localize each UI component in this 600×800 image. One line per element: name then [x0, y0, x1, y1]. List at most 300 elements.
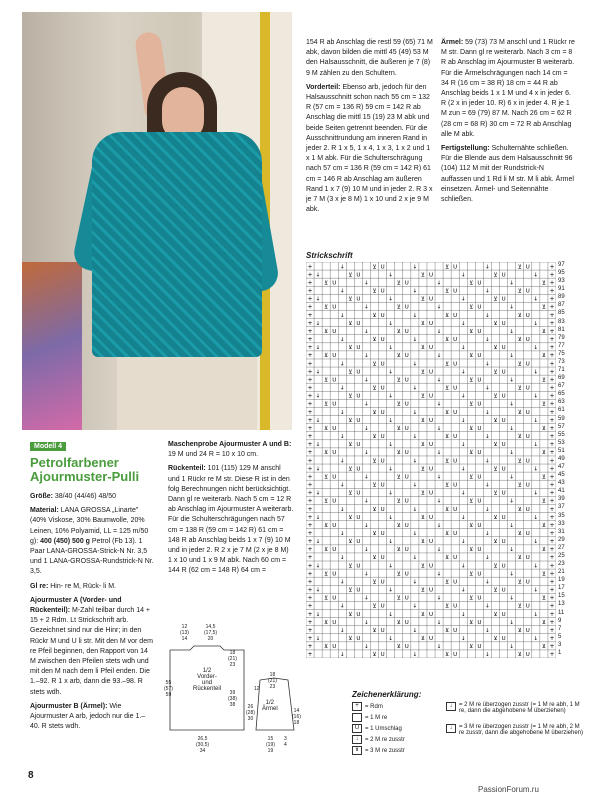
- chart-edge-symbol: +: [549, 505, 555, 513]
- chart-stitch-symbol: ↓: [485, 603, 490, 610]
- chart-stitch-symbol: ⊻: [372, 506, 377, 513]
- chart-stitch-symbol: ↓: [315, 611, 321, 618]
- page-number: 8: [28, 770, 34, 781]
- chart-stitch-symbol: ↓: [485, 652, 490, 658]
- chart-stitch-symbol: ⊻: [324, 522, 329, 529]
- schema-front-label: 1/2 Vorder- und Rückenteil: [192, 668, 221, 692]
- chart-stitch-symbol: ↓: [315, 442, 321, 449]
- chart-stitch-symbol: ⊻: [469, 498, 474, 505]
- material-value: LANA GROSSA „Linarte" (40% Viskose, 30% Baumwolle, 20% Leinen, 10% Polyamid, LL = 125 m/50 g):: [30, 507, 149, 545]
- chart-stitch-symbol: ⊻: [324, 304, 329, 311]
- chart-stitch-symbol: U: [477, 450, 482, 457]
- row-number: 61: [558, 407, 565, 414]
- chart-stitch-symbol: ↓: [412, 434, 418, 441]
- chart-edge-symbol: +: [549, 336, 555, 344]
- chart-stitch-symbol: ↓: [412, 458, 418, 465]
- chart-stitch-symbol: ↓: [412, 627, 418, 634]
- chart-edge-symbol: +: [549, 529, 555, 537]
- chart-stitch-symbol: U: [428, 466, 434, 473]
- chart-stitch-symbol: ⊻: [348, 442, 353, 449]
- chart-edge-symbol: +: [549, 538, 555, 546]
- chart-edge-symbol: +: [307, 521, 313, 529]
- chart-stitch-symbol: ↓: [412, 579, 418, 586]
- chart-edge-symbol: +: [549, 279, 555, 287]
- chart-edge-symbol: +: [307, 546, 313, 554]
- chart-stitch-symbol: U: [453, 409, 458, 416]
- chart-stitch-symbol: ⊻: [493, 514, 498, 521]
- chart-stitch-symbol: ↓: [533, 514, 539, 521]
- chart-stitch-symbol: U: [380, 312, 385, 319]
- chart-stitch-symbol: U: [501, 587, 506, 594]
- legend-text: = 2 M re zusstr: [365, 736, 405, 743]
- chart-stitch-symbol: ⊻: [517, 652, 522, 658]
- chart-stitch-symbol: ↓: [485, 288, 490, 295]
- chart-stitch-symbol: ⊻: [517, 409, 522, 416]
- chart-stitch-symbol: ⊻: [445, 337, 450, 344]
- chart-edge-symbol: +: [549, 360, 555, 368]
- chart-stitch-symbol: ⊻: [348, 296, 353, 303]
- row-number: 33: [558, 520, 565, 527]
- chart-stitch-symbol: U: [356, 587, 361, 594]
- chart-stitch-symbol: ⊻: [493, 466, 498, 473]
- chart-stitch-symbol: U: [525, 603, 530, 610]
- vorderteil-label: Vorderteil:: [306, 83, 341, 91]
- chart-stitch-symbol: ↓: [436, 401, 442, 408]
- chart-stitch-symbol: ↓: [509, 644, 514, 651]
- chart-edge-symbol: +: [307, 424, 313, 432]
- ruecken-value: 101 (115) 129 M anschl und 1 Rückr re M str. Diese R ist in den folg Berechnungen nicht berücksichtigt. Dann gl re weiterarb. Nach 5 cm = 12 R ab Anschlag im Ajourmuster A weiterarb. Für die Schulterschrägungen nach 57 cm = 138 R (59 cm = 142 R) 61 cm = 148 R ab Anschlag beids 1 x 7 (9) 10 M und in jeder 2. R 2 x je 7 M (2 x je 8 M) 1 x 10 und 1 x 9 M abk. Nach 60 cm = 144 R (62 cm = 148 R) 64 cm =: [168, 465, 294, 575]
- chart-edge-symbol: +: [307, 384, 313, 392]
- chart-stitch-symbol: ⊻: [493, 417, 498, 424]
- chart-stitch-symbol: ↓: [388, 417, 393, 424]
- chart-stitch-symbol: ⊻: [324, 328, 329, 335]
- chart-stitch-symbol: U: [356, 466, 361, 473]
- chart-stitch-symbol: ↓: [315, 417, 321, 424]
- chart-stitch-symbol: ⊻: [445, 579, 450, 586]
- legend-text: = 3 M re zusstr: [365, 747, 405, 754]
- chart-stitch-symbol: ↓: [364, 522, 369, 529]
- chart-stitch-symbol: ⊻: [469, 522, 474, 529]
- chart-stitch-symbol: U: [380, 434, 385, 441]
- chart-stitch-symbol: U: [428, 272, 434, 279]
- row-number: 43: [558, 480, 565, 487]
- chart-stitch-symbol: ⊻: [372, 361, 377, 368]
- ajourmuster-b-label: Ajourmuster B (Ärmel):: [30, 702, 108, 710]
- chart-stitch-symbol: ⊻: [541, 377, 546, 384]
- chart-stitch-symbol: ⊻: [348, 345, 353, 352]
- chart-edge-symbol: +: [549, 400, 555, 408]
- chart-stitch-symbol: ↓: [460, 514, 466, 521]
- watermark: PassionForum.ru: [478, 785, 539, 794]
- chart-stitch-symbol: ↓: [412, 337, 418, 344]
- chart-stitch-symbol: ⊻: [469, 450, 474, 457]
- model-title: Petrolfarbener Ajourmuster-Pulli: [30, 455, 140, 484]
- chart-stitch-symbol: ⊻: [541, 304, 546, 311]
- chart-stitch-symbol: ↓: [533, 466, 539, 473]
- chart-stitch-symbol: U: [501, 490, 506, 497]
- chart-stitch-symbol: ↓: [485, 434, 490, 441]
- chart-stitch-symbol: ↓: [509, 498, 514, 505]
- chart-stitch-symbol: ⊻: [493, 393, 498, 400]
- chart-stitch-symbol: ↓: [339, 264, 345, 271]
- chart-stitch-symbol: ⊻: [324, 401, 329, 408]
- chart-stitch-symbol: ↓: [364, 425, 369, 432]
- chart-stitch-symbol: ⊻: [493, 345, 498, 352]
- chart-stitch-symbol: ↓: [460, 417, 466, 424]
- chart-stitch-symbol: U: [380, 579, 385, 586]
- chart-stitch-symbol: ↓: [388, 636, 393, 643]
- chart-stitch-symbol: ⊻: [517, 506, 522, 513]
- chart-stitch-symbol: ↓: [339, 409, 345, 416]
- chart-stitch-symbol: ↓: [436, 547, 442, 554]
- chart-stitch-symbol: U: [404, 328, 409, 335]
- chart-stitch-symbol: U: [525, 579, 530, 586]
- chart-stitch-symbol: ⊻: [372, 409, 377, 416]
- chart-stitch-symbol: ⊻: [372, 434, 377, 441]
- chart-stitch-symbol: ⊻: [324, 425, 329, 432]
- chart-stitch-symbol: U: [477, 474, 482, 481]
- chart-stitch-symbol: U: [525, 409, 530, 416]
- chart-stitch-symbol: U: [380, 458, 385, 465]
- chart-stitch-symbol: ↓: [412, 361, 418, 368]
- chart-stitch-symbol: ⊻: [517, 337, 522, 344]
- chart-stitch-symbol: ↓: [460, 636, 466, 643]
- chart-stitch-symbol: U: [428, 611, 434, 618]
- chart-edge-symbol: +: [307, 287, 313, 295]
- chart-stitch-symbol: ⊻: [493, 320, 498, 327]
- legend-symbol: U: [352, 724, 362, 733]
- chart-edge-symbol: +: [549, 424, 555, 432]
- row-number: 45: [558, 472, 565, 479]
- row-number: 73: [558, 358, 565, 365]
- chart-stitch-symbol: ↓: [364, 450, 369, 457]
- chart-stitch-symbol: ↓: [339, 337, 345, 344]
- chart-stitch-symbol: U: [501, 417, 506, 424]
- chart-stitch-symbol: ↓: [533, 587, 539, 594]
- row-number: 31: [558, 528, 565, 535]
- legend-item: [352, 713, 387, 722]
- chart-stitch-symbol: U: [404, 353, 409, 360]
- chart-stitch-symbol: ↓: [412, 555, 418, 562]
- row-number: 7: [558, 625, 562, 632]
- chart-edge-symbol: +: [549, 311, 555, 319]
- chart-stitch-symbol: ⊻: [396, 401, 401, 408]
- chart-edge-symbol: +: [307, 489, 313, 497]
- chart-stitch-symbol: ⊻: [445, 555, 450, 562]
- chart-stitch-symbol: U: [404, 377, 409, 384]
- chart-stitch-symbol: ⊻: [445, 482, 450, 489]
- row-number: 55: [558, 431, 565, 438]
- chart-stitch-symbol: ⊻: [517, 555, 522, 562]
- chart-stitch-symbol: ⊻: [348, 636, 353, 643]
- row-number: 11: [558, 609, 565, 616]
- chart-stitch-symbol: ↓: [460, 369, 466, 376]
- chart-edge-symbol: +: [307, 635, 313, 643]
- chart-stitch-symbol: U: [453, 530, 458, 537]
- row-number: 91: [558, 286, 565, 293]
- chart-stitch-symbol: ↓: [315, 345, 321, 352]
- legend-text: = 3 M re überzogen zusstr (= 1 M re abh, 2 M re zusstr, dann die abgehobene M überziehen): [458, 724, 584, 736]
- chart-stitch-symbol: U: [332, 280, 337, 287]
- chart-stitch-symbol: U: [428, 369, 434, 376]
- chart-edge-symbol: +: [549, 416, 555, 424]
- chart-stitch-symbol: ⊻: [517, 579, 522, 586]
- chart-stitch-symbol: ↓: [533, 539, 539, 546]
- chart-stitch-symbol: U: [404, 401, 409, 408]
- chart-stitch-symbol: ↓: [460, 296, 466, 303]
- row-number: 69: [558, 375, 565, 382]
- legend-symbol: ↓: [446, 724, 456, 733]
- chart-stitch-symbol: U: [501, 539, 506, 546]
- chart-stitch-symbol: ⊻: [420, 539, 425, 546]
- chart-stitch-symbol: U: [453, 603, 458, 610]
- chart-stitch-symbol: ⊻: [445, 434, 450, 441]
- chart-stitch-symbol: ⊻: [324, 619, 329, 626]
- instructions-column-3: [306, 38, 434, 215]
- chart-stitch-symbol: ⊻: [396, 595, 401, 602]
- chart-stitch-symbol: ⊻: [420, 587, 425, 594]
- legend-item-right: [446, 724, 586, 736]
- chart-stitch-symbol: ↓: [485, 337, 490, 344]
- chart-stitch-symbol: ↓: [339, 458, 345, 465]
- chart-stitch-symbol: U: [501, 272, 506, 279]
- chart-stitch-symbol: ↓: [339, 288, 345, 295]
- chart-edge-symbol: +: [549, 489, 555, 497]
- chart-stitch-symbol: U: [501, 514, 506, 521]
- chart-stitch-symbol: ↓: [485, 579, 490, 586]
- chart-stitch-symbol: U: [380, 627, 385, 634]
- chart-stitch-symbol: ↓: [315, 466, 321, 473]
- chart-stitch-symbol: ⊻: [420, 345, 425, 352]
- chart-stitch-symbol: ⊻: [396, 377, 401, 384]
- chart-stitch-symbol: U: [380, 652, 385, 658]
- chart-stitch-symbol: U: [380, 409, 385, 416]
- chart-edge-symbol: +: [549, 352, 555, 360]
- chart-edge-symbol: +: [549, 626, 555, 634]
- chart-stitch-symbol: ⊻: [348, 587, 353, 594]
- chart-stitch-symbol: U: [428, 490, 434, 497]
- chart-stitch-symbol: U: [404, 522, 409, 529]
- chart-stitch-symbol: U: [477, 304, 482, 311]
- chart-stitch-symbol: ⊻: [324, 571, 329, 578]
- chart-stitch-symbol: ⊻: [420, 514, 425, 521]
- chart-stitch-symbol: ⊻: [324, 547, 329, 554]
- row-number: 21: [558, 569, 565, 576]
- chart-stitch-symbol: ⊻: [493, 539, 498, 546]
- chart-stitch-symbol: ⊻: [517, 458, 522, 465]
- chart-edge-symbol: +: [549, 546, 555, 554]
- chart-stitch-symbol: U: [453, 579, 458, 586]
- chart-stitch-symbol: ⊻: [517, 482, 522, 489]
- chart-stitch-symbol: ↓: [509, 328, 514, 335]
- chart-stitch-symbol: U: [332, 547, 337, 554]
- chart-stitch-symbol: U: [525, 264, 530, 271]
- chart-stitch-symbol: U: [477, 425, 482, 432]
- legend-text: = Rdm: [365, 703, 383, 710]
- intro-text: 154 R ab Anschlag die restl 59 (65) 71 M abk, davon bilden die mittl 45 (49) 53 M den Halsausschnitt, die äußeren je 7 (8) 9 M zählen zu den Schultern.: [306, 39, 433, 77]
- chart-edge-symbol: +: [307, 295, 313, 303]
- chart-stitch-symbol: ↓: [485, 312, 490, 319]
- instructions-column-4: [441, 38, 575, 205]
- chart-stitch-symbol: ↓: [364, 498, 369, 505]
- chart-edge-symbol: +: [307, 376, 313, 384]
- chart-edge-symbol: +: [307, 626, 313, 634]
- chart-stitch-symbol: U: [525, 361, 530, 368]
- schema-side-a: 55 (57) 59: [164, 680, 173, 698]
- chart-stitch-symbol: U: [477, 595, 482, 602]
- chart-stitch-symbol: U: [477, 547, 482, 554]
- chart-stitch-symbol: ↓: [315, 272, 321, 279]
- chart-stitch-symbol: ⊻: [445, 603, 450, 610]
- chart-edge-symbol: +: [307, 473, 313, 481]
- chart-stitch-symbol: ↓: [509, 474, 514, 481]
- chart-stitch-symbol: U: [453, 312, 458, 319]
- chart-edge-symbol: +: [549, 570, 555, 578]
- legend-symbol: ↡: [352, 746, 362, 755]
- row-number: 53: [558, 439, 565, 446]
- chart-stitch-symbol: ⊻: [541, 401, 546, 408]
- chart-stitch-symbol: U: [380, 385, 385, 392]
- chart-stitch-symbol: ↓: [315, 490, 321, 497]
- chart-stitch-symbol: ⊻: [541, 522, 546, 529]
- chart-stitch-symbol: ↓: [509, 522, 514, 529]
- chart-edge-symbol: +: [549, 473, 555, 481]
- chart-edge-symbol: +: [307, 497, 313, 505]
- chart-stitch-symbol: ↓: [388, 539, 393, 546]
- chart-stitch-symbol: U: [525, 434, 530, 441]
- chart-stitch-symbol: ⊻: [372, 555, 377, 562]
- chart-edge-symbol: +: [307, 449, 313, 457]
- chart-stitch-symbol: U: [428, 442, 434, 449]
- chart-stitch-symbol: U: [356, 514, 361, 521]
- chart-stitch-symbol: ↓: [436, 474, 442, 481]
- chart-stitch-symbol: ↓: [533, 490, 539, 497]
- chart-stitch-symbol: U: [428, 514, 434, 521]
- chart-stitch-symbol: ⊻: [324, 498, 329, 505]
- chart-stitch-symbol: ⊻: [324, 644, 329, 651]
- chart-stitch-symbol: U: [428, 563, 434, 570]
- chart-stitch-symbol: U: [380, 506, 385, 513]
- row-number: 93: [558, 278, 565, 285]
- row-number: 15: [558, 593, 565, 600]
- chart-stitch-symbol: U: [501, 563, 506, 570]
- chart-stitch-symbol: U: [453, 555, 458, 562]
- ruecken-label: Rückenteil:: [168, 465, 206, 473]
- chart-stitch-symbol: ↓: [533, 563, 539, 570]
- schema-sleeve-right: 14 (16) 18: [292, 708, 301, 726]
- chart-edge-symbol: +: [549, 586, 555, 594]
- chart-stitch-symbol: ↓: [436, 571, 442, 578]
- chart-edge-symbol: +: [549, 618, 555, 626]
- chart-stitch-symbol: U: [332, 644, 337, 651]
- chart-stitch-symbol: U: [356, 272, 361, 279]
- chart-edge-symbol: +: [549, 327, 555, 335]
- chart-stitch-symbol: ⊻: [396, 353, 401, 360]
- chart-stitch-symbol: ⊻: [445, 264, 450, 271]
- chart-stitch-symbol: ⊻: [420, 296, 425, 303]
- chart-stitch-symbol: U: [404, 474, 409, 481]
- chart-edge-symbol: +: [549, 497, 555, 505]
- chart-edge-symbol: +: [307, 570, 313, 578]
- chart-stitch-symbol: U: [356, 296, 361, 303]
- chart-stitch-symbol: ⊻: [348, 320, 353, 327]
- chart-stitch-symbol: ⊻: [517, 530, 522, 537]
- ajourmuster-b-value: Wie Ajourmuster A arb, jedoch nur die 1.–40. R stets wdh.: [30, 702, 146, 731]
- chart-stitch-symbol: ⊻: [372, 603, 377, 610]
- row-number: 59: [558, 415, 565, 422]
- chart-stitch-symbol: ↓: [388, 345, 393, 352]
- chart-stitch-symbol: U: [356, 611, 361, 618]
- chart-stitch-symbol: U: [501, 320, 506, 327]
- chart-stitch-symbol: U: [525, 555, 530, 562]
- chart-stitch-symbol: U: [501, 636, 506, 643]
- chart-stitch-symbol: ↓: [436, 522, 442, 529]
- chart-stitch-symbol: ⊻: [372, 530, 377, 537]
- chart-stitch-symbol: ⊻: [348, 490, 353, 497]
- chart-stitch-symbol: U: [501, 466, 506, 473]
- chart-stitch-symbol: ↓: [460, 587, 466, 594]
- chart-stitch-symbol: U: [428, 296, 434, 303]
- chart-grid: [306, 262, 556, 658]
- chart-stitch-symbol: U: [525, 652, 530, 658]
- row-number: 87: [558, 302, 565, 309]
- chart-stitch-symbol: ↓: [533, 442, 539, 449]
- chart-stitch-symbol: U: [477, 328, 482, 335]
- chart-stitch-symbol: U: [404, 304, 409, 311]
- chart-stitch-symbol: ↓: [315, 393, 321, 400]
- glre-label: Gl re:: [30, 582, 49, 590]
- chart-stitch-symbol: ↓: [412, 385, 418, 392]
- glre-value: Hin- re M, Rück- li M.: [48, 582, 116, 590]
- chart-stitch-symbol: ⊻: [517, 361, 522, 368]
- chart-stitch-symbol: ⊻: [396, 522, 401, 529]
- schema-side-b: 18 (21) 23: [228, 650, 237, 668]
- chart-stitch-symbol: ↓: [364, 547, 369, 554]
- chart-stitch-symbol: U: [501, 393, 506, 400]
- chart-edge-symbol: +: [549, 651, 555, 658]
- chart-stitch-symbol: ⊻: [493, 636, 498, 643]
- material-rest: Petrol (Fb 13). 1 Paar LANA-GROSSA-Strick-N Nr. 3,5 und 1 LANA-GROSSA-Rundstrick-N Nr. 3,5.: [30, 537, 154, 576]
- chart-stitch-symbol: ↓: [436, 425, 442, 432]
- legend-symbol: [352, 713, 362, 722]
- chart-stitch-symbol: U: [380, 603, 385, 610]
- chart-edge-symbol: +: [307, 538, 313, 546]
- chart-stitch-symbol: ↓: [339, 627, 345, 634]
- chart-stitch-symbol: ⊻: [541, 425, 546, 432]
- chart-stitch-symbol: ↓: [460, 272, 466, 279]
- chart-stitch-symbol: U: [332, 474, 337, 481]
- chart-stitch-symbol: U: [332, 377, 337, 384]
- chart-stitch-symbol: ⊻: [445, 652, 450, 658]
- chart-edge-symbol: +: [307, 643, 313, 651]
- chart-edge-symbol: +: [307, 416, 313, 424]
- chart-stitch-symbol: ⊻: [469, 425, 474, 432]
- chart-edge-symbol: +: [549, 287, 555, 295]
- model-badge: Modell 4: [30, 442, 66, 451]
- chart-edge-symbol: +: [549, 643, 555, 651]
- chart-stitch-symbol: ⊻: [324, 280, 329, 287]
- chart-edge-symbol: +: [307, 344, 313, 352]
- chart-edge-symbol: +: [307, 610, 313, 618]
- row-number: 27: [558, 544, 565, 551]
- chart-stitch-symbol: ⊻: [493, 563, 498, 570]
- chart-stitch-symbol: ⊻: [420, 320, 425, 327]
- chart-stitch-symbol: U: [453, 627, 458, 634]
- chart-stitch-symbol: U: [332, 522, 337, 529]
- chart-stitch-symbol: ↓: [412, 288, 418, 295]
- row-number: 85: [558, 310, 565, 317]
- chart-stitch-symbol: ↓: [364, 280, 369, 287]
